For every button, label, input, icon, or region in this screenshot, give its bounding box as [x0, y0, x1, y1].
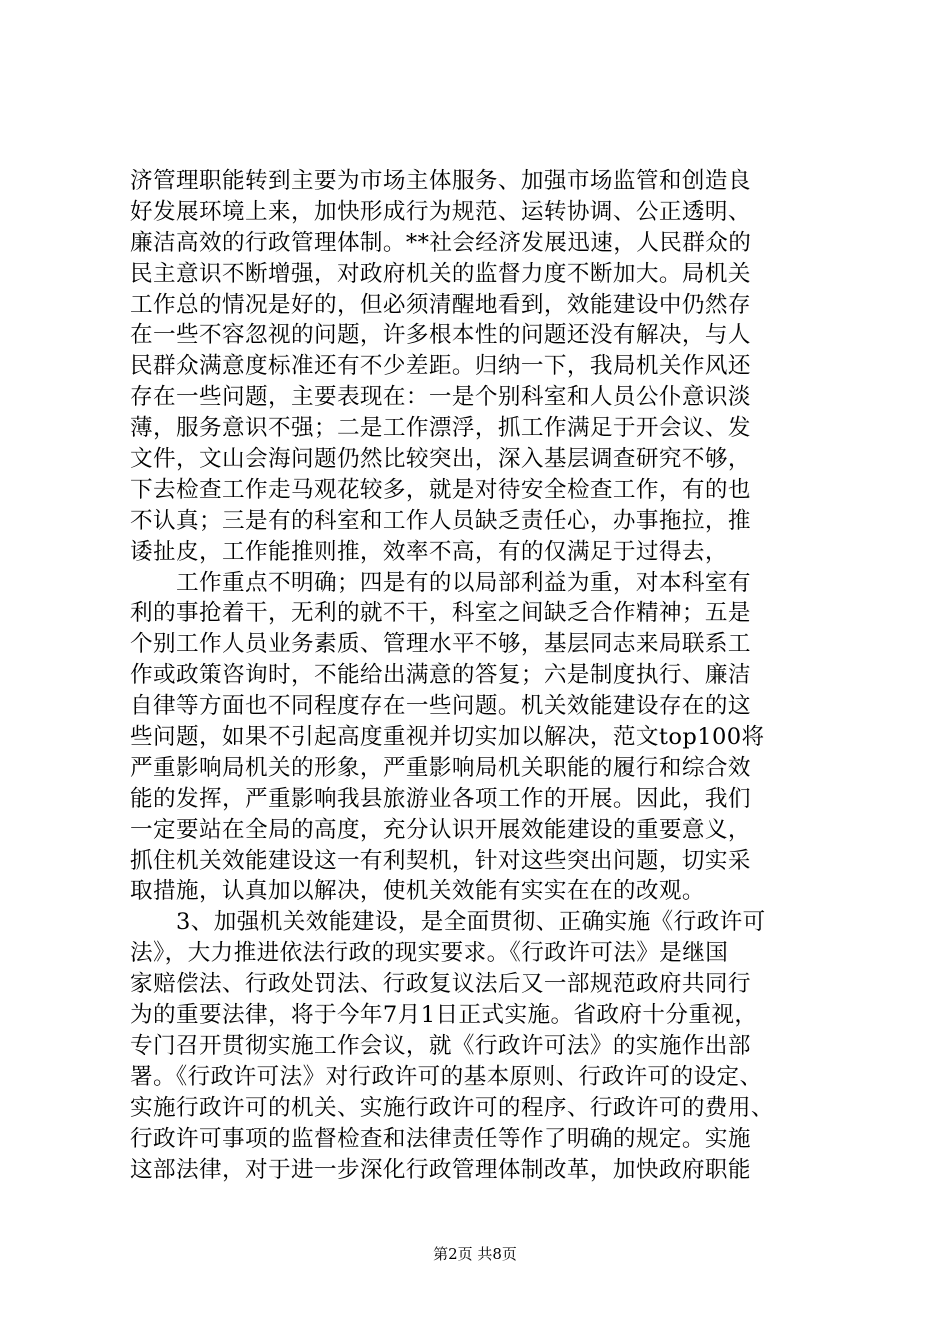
text-line: 署。《行政许可法》对行政许可的基本原则、行政许可的设定、 — [130, 1063, 763, 1090]
text-line: 工作重点不明确；四是有的以局部利益为重，对本科室有 — [130, 569, 751, 596]
text-line: 个别工作人员业务素质、管理水平不够，基层同志来局联系工 — [130, 631, 751, 658]
text-line: 济管理职能转到主要为市场主体服务、加强市场监管和创造良 — [130, 168, 751, 194]
text-line: 作或政策咨询时，不能给出满意的答复；六是制度执行、廉洁 — [130, 662, 751, 689]
text-line: 民主意识不断增强，对政府机关的监督力度不断加大。局机关 — [130, 260, 751, 287]
text-line: 不认真；三是有的科室和工作人员缺乏责任心，办事拖拉，推 — [130, 507, 751, 534]
text-line: 薄，服务意识不强；二是工作漂浮，抓工作满足于开会议、发 — [130, 415, 751, 442]
text-line: 下去检查工作走马观花较多，就是对待安全检查工作，有的也 — [130, 476, 751, 503]
text-line: 在一些不容忽视的问题，许多根本性的问题还没有解决，与人 — [130, 322, 751, 349]
text-line: 法》，大力推进依法行政的现实要求。《行政许可法》是继国 — [130, 940, 729, 967]
text-line: 行政许可事项的监督检查和法律责任等作了明确的规定。实施 — [130, 1125, 751, 1152]
text-line: 一定要站在全局的高度，充分认识开展效能建设的重要意义， — [130, 816, 751, 843]
text-line: 实施行政许可的机关、实施行政许可的程序、行政许可的费用、 — [130, 1094, 774, 1121]
text-line: 3、加强机关效能建设，是全面贯彻、正确实施《行政许可 — [130, 909, 766, 936]
text-line: 能的发挥，严重影响我县旅游业各项工作的开展。因此，我们 — [130, 785, 751, 812]
text-line: 抓住机关效能建设这一有利契机，针对这些突出问题，切实采 — [130, 847, 751, 874]
text-line: 存在一些问题，主要表现在：一是个别科室和人员公仆意识淡 — [130, 384, 751, 411]
text-line: 为的重要法律，将于今年7月1日正式实施。省政府十分重视， — [130, 1002, 758, 1029]
text-line: 文件，文山会海问题仍然比较突出，深入基层调查研究不够， — [130, 446, 751, 473]
text-line: 自律等方面也不同程度存在一些问题。机关效能建设存在的这 — [130, 693, 751, 720]
document-body — [130, 166, 830, 1185]
text-line: 诿扯皮，工作能推则推，效率不高，有的仅满足于过得去， — [130, 538, 728, 565]
text-line: 取措施，认真加以解决，使机关效能有实实在在的改观。 — [130, 878, 705, 905]
text-line: 严重影响局机关的形象，严重影响局机关职能的履行和综合效 — [130, 754, 751, 781]
text-line: 利的事抢着干，无利的就不干，科室之间缺乏合作精神；五是 — [130, 600, 751, 627]
text-line: 些问题，如果不引起高度重视并切实加以解决，范文top100将 — [130, 724, 765, 751]
text-line: 专门召开贯彻实施工作会议，就《行政许可法》的实施作出部 — [130, 1032, 751, 1059]
text-line: 工作总的情况是好的，但必须清醒地看到，效能建设中仍然存 — [130, 291, 751, 318]
text-line: 好发展环境上来，加快形成行为规范、运转协调、公正透明、 — [130, 198, 751, 225]
page-number-footer: 第2页 共8页 — [433, 1245, 517, 1263]
text-line: 家赔偿法、行政处罚法、行政复议法后又一部规范政府共同行 — [130, 971, 751, 998]
text-line: 廉洁高效的行政管理体制。**社会经济发展迅速，人民群众的 — [130, 229, 752, 256]
text-line: 民群众满意度标准还有不少差距。归纳一下，我局机关作风还 — [130, 353, 751, 380]
text-line: 这部法律，对于进一步深化行政管理体制改革，加快政府职能 — [130, 1156, 751, 1183]
